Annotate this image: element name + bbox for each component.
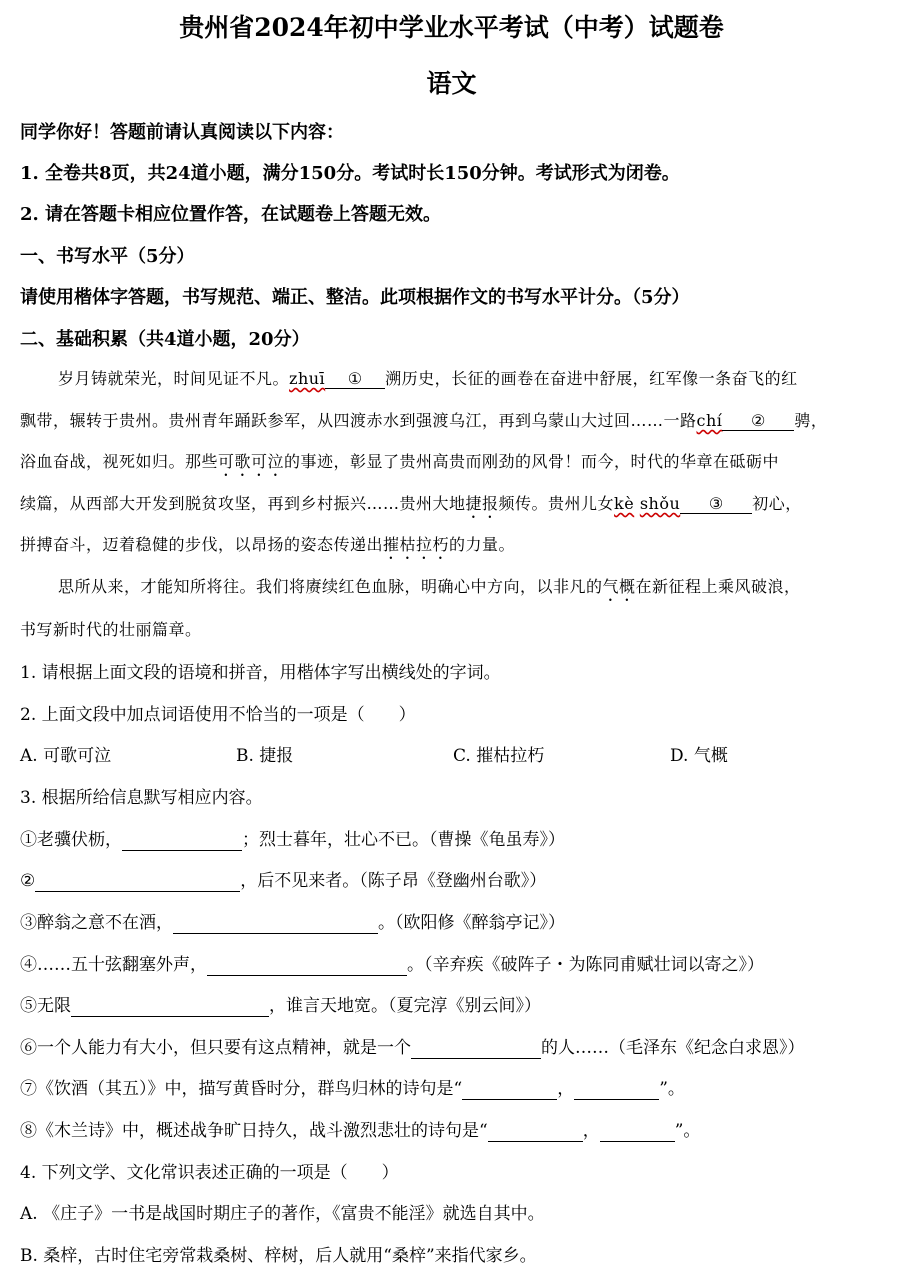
q3-item-5 [20,991,541,1017]
q2-option-c: C. 摧枯拉朽 [453,746,545,766]
passage-text: 的事迹，彰显了贵州高贵而刚劲的风骨！而今，时代的华章在砥砺中 [284,452,780,471]
subject-title: 语文 [426,69,477,98]
answer-blank [600,1121,675,1142]
answer-blank [488,1121,583,1142]
passage-text: 的力量。 [449,535,516,554]
instructions-item-1: 1. 全卷共8页，共24道小题，满分150分。考试时长150分钟。考试形式为闭卷。 [20,163,680,184]
q4-option-a: A. 《庄子》一书是战国时期庄子的著作，《富贵不能淫》就选自其中。 [20,1204,545,1224]
q3-text: ， [557,1079,575,1099]
q3-text: ③醉翁之意不在酒， [20,913,173,933]
passage-text: 骋， [794,411,828,430]
answer-blank [574,1079,659,1100]
passage-text: 飘带，辗转于贵州。贵州青年踊跃参军，从四渡赤水到强渡乌江，再到乌蒙山大过回……一路 [20,411,697,430]
question-3: 3. 根据所给信息默写相应内容。 [20,788,263,808]
dotted-word-3: 摧枯拉朽 [383,535,450,554]
answer-blank [71,996,269,1017]
q3-item-2 [20,866,546,892]
blank-2: ② [722,411,794,431]
question-4: 4. 下列文学、文化常识表述正确的一项是（ ） [20,1163,399,1183]
answer-blank [173,913,378,934]
q4-option-b: B. 桑梓，古时住宅旁常栽桑树、梓树，后人就用“桑梓”来指代家乡。 [20,1246,537,1266]
passage-text: 在新征程上乘风破浪， [635,577,801,596]
q3-item-1 [20,825,565,851]
q3-text: ①老骥伏枥， [20,830,122,850]
q3-text: 。（辛弃疾《破阵子・为陈同甫赋壮词以寄之》） [407,955,764,975]
q3-text: 的人……（毛泽东《纪念白求恩》） [541,1038,805,1058]
passage-text: 溯历史，长征的画卷在奋进中舒展，红军像一条奋飞的红 [385,369,798,388]
answer-blank [462,1079,557,1100]
passage-line [20,449,779,480]
q3-text: ⑥一个人能力有大小，但只要有这点精神，就是一个 [20,1038,411,1058]
q3-item-8 [20,1116,700,1142]
passage-line [58,574,801,605]
question-1: 1. 请根据上面文段的语境和拼音，用楷体字写出横线处的字词。 [20,663,501,683]
q3-text: ⑧《木兰诗》中，概述战争旷日持久，战斗激烈悲壮的诗句是“ [20,1121,488,1141]
dotted-word-4: 气概 [602,577,636,596]
q3-text: ⑤无限 [20,996,71,1016]
q3-text: ④……五十弦翻塞外声， [20,955,207,975]
q3-text: ”。 [659,1079,685,1099]
q3-text: ， [582,1121,600,1141]
instructions-item-2: 2. 请在答题卡相应位置作答，在试题卷上答题无效。 [20,204,442,225]
question-2: 2. 上面文段中加点词语使用不恰当的一项是（ ） [20,705,416,725]
pinyin-2: chí [696,411,723,430]
blank-1: ① [325,369,385,389]
section2-heading: 二、基础积累（共4道小题，20分） [20,329,310,350]
passage-line [58,366,798,389]
passage-line [20,532,515,563]
passage-line: 书写新时代的壮丽篇章。 [20,620,202,639]
passage-text: 续篇，从西部大开发到脱贫攻坚，再到乡村振兴……贵州大地 [20,494,466,513]
q3-text: ；烈士暮年，壮心不已。（曹操《龟虽寿》） [242,830,565,850]
section1-text: 请使用楷体字答题，书写规范、端正、整洁。此项根据作文的书写水平计分。（5分） [20,287,690,308]
q3-text: ② [20,871,36,891]
q2-option-b: B. 捷报 [236,746,294,766]
q3-text: ，后不见来者。（陈子昂《登幽州台歌》） [240,871,547,891]
instructions-greeting: 同学你好！答题前请认真阅读以下内容： [20,122,344,143]
q3-text: ，谁言天地宽。（夏完淳《别云间》） [269,996,541,1016]
pinyin-1: zhuī [289,369,326,388]
answer-blank [207,955,407,976]
passage-line [20,408,827,431]
q3-item-7 [20,1074,685,1100]
page-title: 贵州省2024年初中学业水平考试（中考）试题卷 [179,13,724,42]
q2-option-a: A. 可歌可泣 [20,746,112,766]
passage-text: 初心， [752,494,802,513]
pinyin-3b: shǒu [639,494,681,513]
q3-text: ⑦《饮酒（其五）》中，描写黄昏时分，群鸟归林的诗句是“ [20,1079,463,1099]
dotted-word-1: 可歌可泣 [218,452,285,471]
blank-3: ③ [680,494,752,514]
pinyin-3a: kè [614,494,635,513]
passage-line [20,491,802,522]
answer-blank [122,830,242,851]
q3-text: ”。 [674,1121,701,1141]
q3-text: 。（欧阳修《醉翁亭记》） [378,913,565,933]
dotted-word-2: 捷报 [465,494,499,513]
passage-text: 岁月铸就荣光，时间见证不凡。 [58,369,290,388]
q3-item-4 [20,950,764,976]
passage-text: 频传。贵州儿女 [498,494,615,513]
answer-blank [411,1038,541,1059]
passage-text: 思所从来，才能知所将往。我们将赓续红色血脉，明确心中方向，以非凡的 [58,577,603,596]
q2-option-d: D. 气概 [670,746,728,766]
passage-text: 浴血奋战，视死如归。那些 [20,452,219,471]
passage-text: 拼搏奋斗，迈着稳健的步伐，以昂扬的姿态传递出 [20,535,384,554]
q3-item-3 [20,908,565,934]
q3-item-6 [20,1033,805,1059]
section1-heading: 一、书写水平（5分） [20,246,195,267]
answer-blank [35,871,240,892]
